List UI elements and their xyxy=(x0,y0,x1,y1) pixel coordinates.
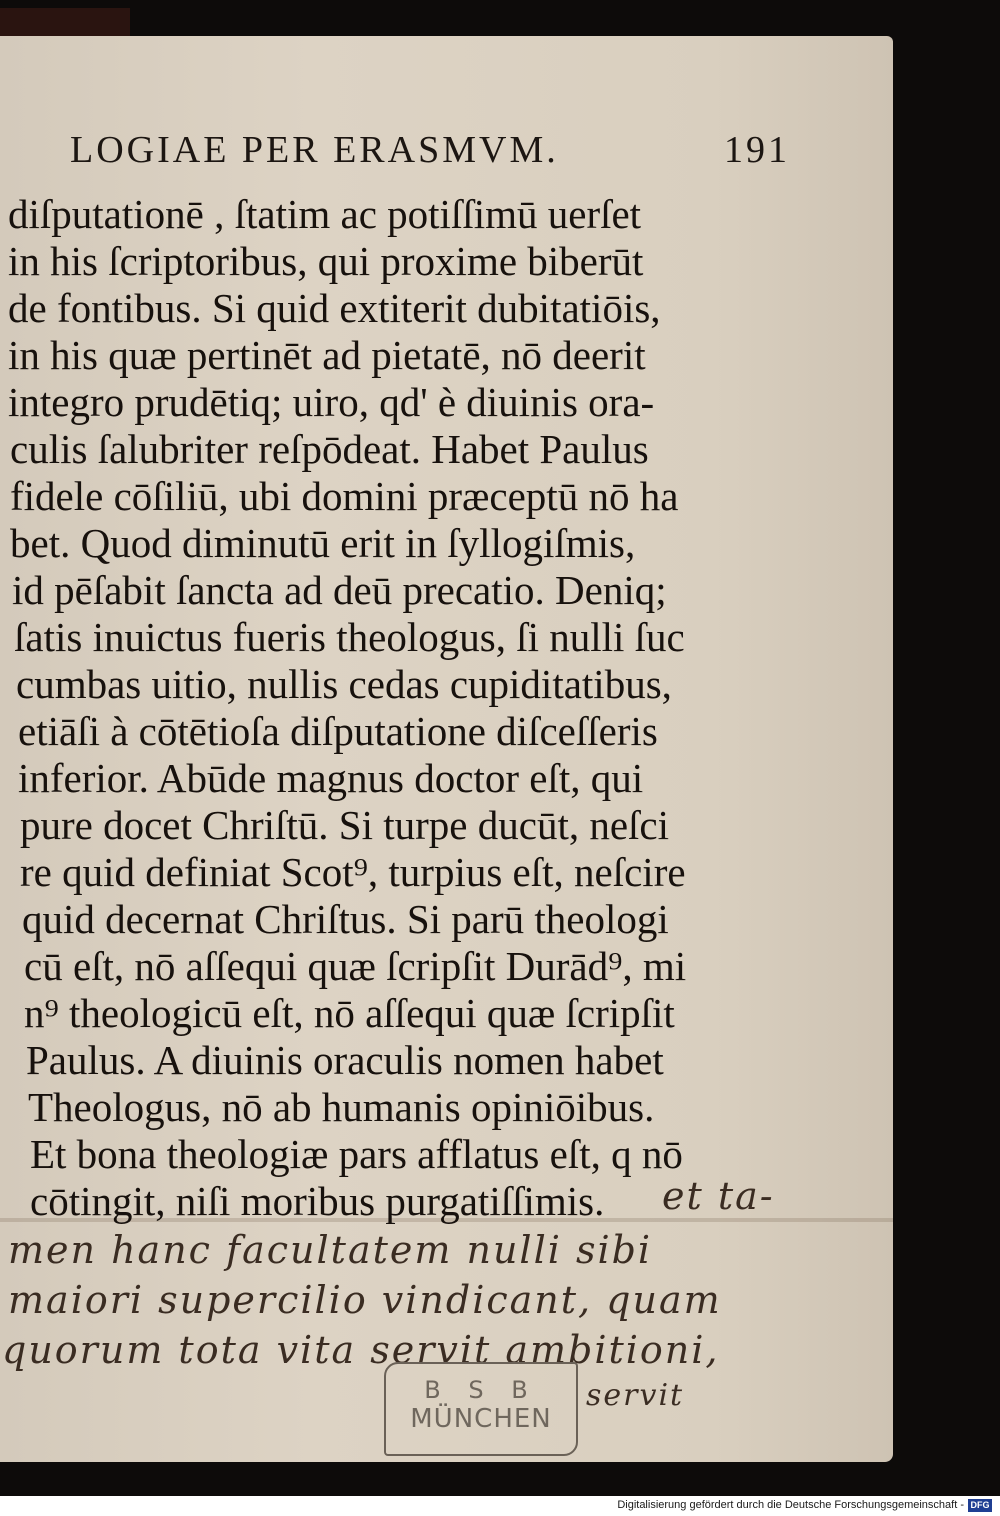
handwritten-annotation-line: maiori supercilio vindicant, quam xyxy=(8,1278,722,1322)
text-line: quid decernat Chriſtus. Si parū theologi xyxy=(22,896,669,942)
text-line: cōtingit, niſi moribus purgatiſſimis. xyxy=(30,1178,605,1224)
text-line: ſatis inuictus fueris theologus, ſi nulli ſuc xyxy=(14,614,685,660)
handwritten-annotation-line: men hanc facultatem nulli sibi xyxy=(8,1228,653,1272)
stamp-line-2: MÜNCHEN xyxy=(410,1404,552,1434)
text-line: pure docet Chriſtū. Si turpe ducūt, neſci xyxy=(20,802,670,848)
text-line: Et bona theologiæ pars afflatus eſt, q nō xyxy=(30,1131,683,1177)
handwritten-annotation-line: quorum tota vita servit ambitioni, xyxy=(2,1328,720,1372)
text-line: Theologus, nō ab humanis opiniōibus. xyxy=(28,1084,655,1130)
text-line: cū eſt, nō aſſequi quæ ſcripſit Durād⁹, mi xyxy=(24,943,687,989)
stamp-line-1: B S B xyxy=(424,1376,538,1404)
handwritten-correction: servit xyxy=(586,1378,685,1413)
text-line: in his ſcriptoribus, qui proxime biberūt xyxy=(8,238,644,284)
text-line: id pēſabit ſancta ad deū precatio. Deniq; xyxy=(12,567,667,613)
text-line: culis ſalubriter reſpōdeat. Habet Paulus xyxy=(10,426,649,472)
text-line: diſputationē , ſtatim ac potiſſimū uerſet xyxy=(8,191,642,237)
dfg-logo-icon: DFG xyxy=(968,1499,992,1512)
text-line: inferior. Abūde magnus doctor eſt, qui xyxy=(18,755,644,801)
funding-credit: Digitalisierung gefördert durch die Deutsche Forschungsgemeinschaft - xyxy=(617,1499,964,1511)
text-line: fidele cōſiliū, ubi domini præceptū nō ha xyxy=(10,473,679,519)
running-head-title: LOGIAE PER ERASMVM. xyxy=(70,129,559,171)
text-line: etiāſi à cōtētioſa diſputatione diſceſſeris xyxy=(18,708,658,754)
running-head xyxy=(70,128,790,178)
text-line: integro prudētiq; uiro, qd' è diuinis ora- xyxy=(8,379,655,425)
page-number: 191 xyxy=(724,129,790,171)
text-line: n⁹ theologicū eſt, nō aſſequi quæ ſcripſit xyxy=(24,990,675,1036)
text-line: cumbas uitio, nullis cedas cupiditatibus, xyxy=(16,661,672,707)
text-line: Paulus. A diuinis oraculis nomen habet xyxy=(26,1037,664,1083)
library-stamp xyxy=(384,1362,578,1456)
text-line: de fontibus. Si quid extiterit dubitatiōis, xyxy=(8,285,661,331)
text-line: bet. Quod diminutū erit in ſyllogiſmis, xyxy=(10,520,636,566)
text-line: in his quæ pertinēt ad pietatē, nō deerit xyxy=(8,332,646,378)
text-line: re quid definiat Scot⁹, turpius eſt, neſcire xyxy=(20,849,686,895)
handwritten-annotation-inline: et ta- xyxy=(662,1174,775,1218)
